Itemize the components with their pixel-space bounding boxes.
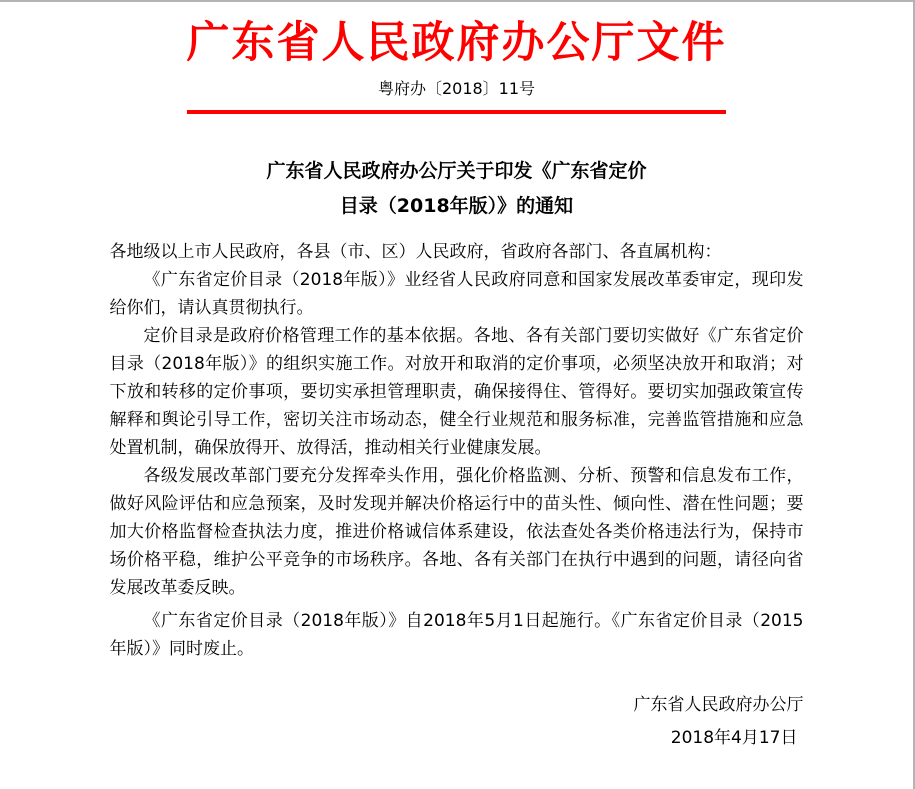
red-divider-line — [187, 110, 726, 114]
body-paragraph: 各级发展改革部门要充分发挥牵头作用，强化价格监测、分析、预警和信息发布工作，做好风险评估和应急预案，及时发现并解决价格运行中的苗头性、倾向性、潜在性问题；要加大价格监督检查执法力度，推进价格诚信体系建设，依法查处各类价格违法行为，保持市场价格平稳，维护公平竞争的市场秩序。各地、各有关部门在执行中遇到的问题，请径向省发展改革委反映。 — [109, 466, 804, 598]
document-number: 粤府办〔2018〕11号 — [377, 79, 536, 98]
body-paragraph: 《广东省定价目录（2018年版）》业经省人民政府同意和国家发展改革委审定，现印发给你们，请认真贯彻执行。 — [109, 270, 804, 318]
document-body — [110, 238, 804, 755]
body-paragraph: 《广东省定价目录（2018年版）》自2018年5月1日起施行。《广东省定价目录（2015年版）》同时废止。 — [109, 611, 804, 659]
signature-date: 2018年4月17日 — [670, 728, 798, 748]
document-title-line1: 广东省人民政府办公厅关于印发《广东省定价 — [266, 160, 647, 182]
salutation-line: 各地级以上市人民政府，各县（市、区）人民政府，省政府各部门、各直属机构： — [109, 242, 722, 262]
signature-issuer: 广东省人民政府办公厅 — [633, 695, 804, 715]
body-paragraph: 定价目录是政府价格管理工作的基本依据。各地、各有关部门要切实做好《广东省定价目录（2018年版）》的组织实施工作。对放开和取消的定价事项，必须坚决放开和取消；对下放和转移的定价事项，要切实承担管理职责，确保接得住、管得好。要切实加强政策宣传解释和舆论引导工作，密切关注市场动态，健全行业规范和服务标准，完善监管措施和应急处置机制，确保放得开、放得活，推动相关行业健康发展。 — [109, 326, 804, 458]
signature-block — [110, 689, 804, 755]
document-title — [0, 154, 913, 224]
document-header-title: 广东省人民政府办公厅文件 — [186, 18, 727, 68]
document-title-line2: 目录（2018年版）》的通知 — [339, 195, 574, 217]
